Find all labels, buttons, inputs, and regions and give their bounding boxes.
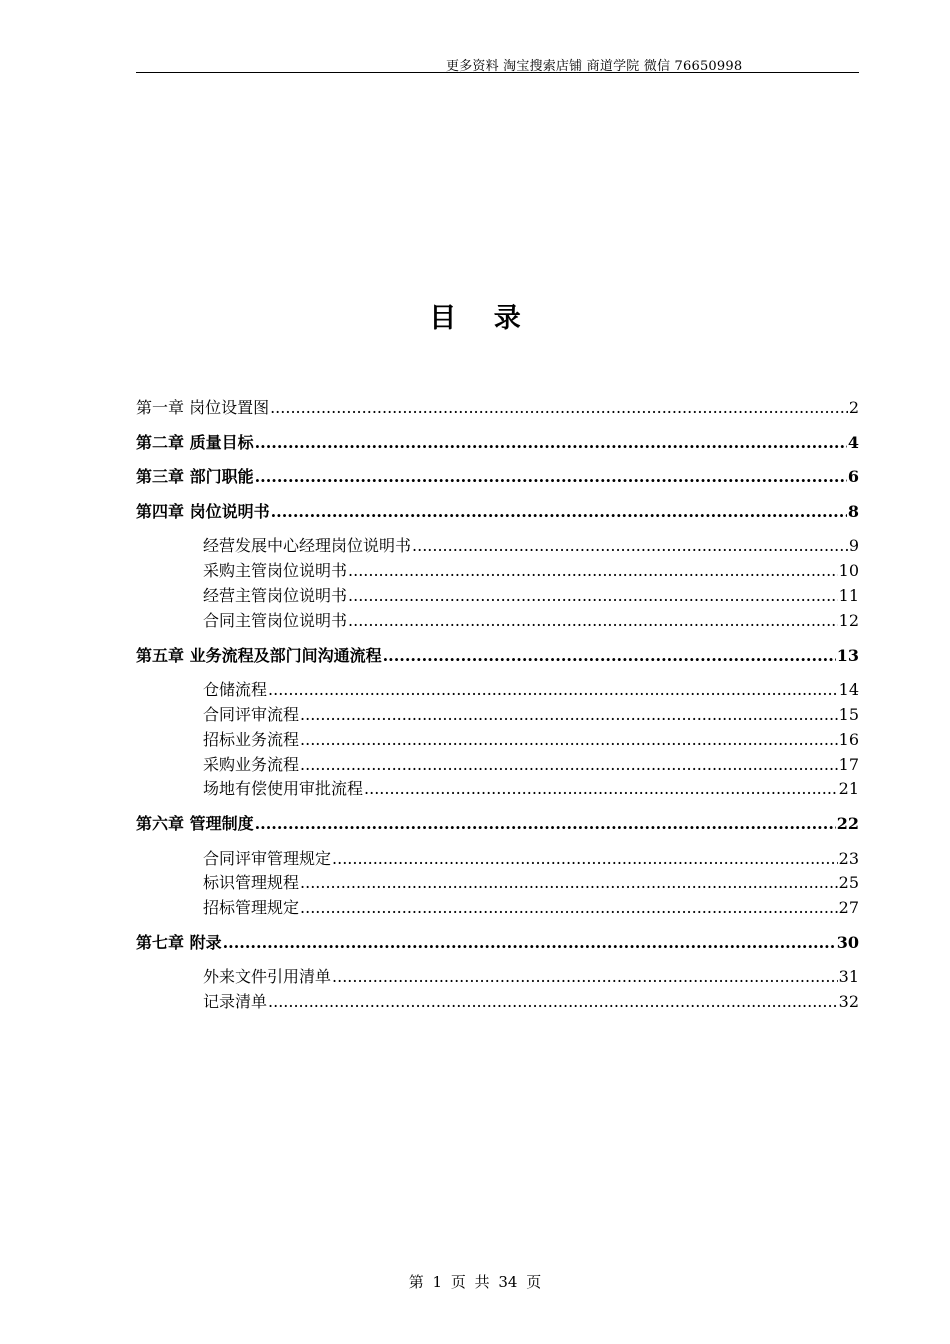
toc-dot-leader: [300, 729, 838, 751]
toc-entry-label: 外来文件引用清单: [203, 967, 332, 986]
toc-chapter-entry[interactable]: [136, 813, 859, 835]
toc-dot-leader: [300, 897, 838, 919]
toc-entry-label: 标识管理规程: [203, 873, 300, 892]
toc-section-entry[interactable]: [203, 610, 859, 632]
toc-dot-leader: [348, 560, 838, 582]
toc-entry-label: 经营发展中心经理岗位说明书: [203, 536, 412, 555]
toc-entry-page-number: 13: [836, 646, 859, 665]
toc-section-entry[interactable]: [203, 679, 859, 701]
toc-entry-label: 采购主管岗位说明书: [203, 561, 348, 580]
toc-dot-leader: [348, 610, 838, 632]
toc-dot-leader: [255, 432, 847, 454]
toc-dot-leader: [300, 754, 838, 776]
toc-dot-leader: [332, 966, 838, 988]
toc-dot-leader: [412, 535, 848, 557]
toc-chapter-entry[interactable]: [136, 932, 859, 954]
page-footer: 第 1 页 共 34 页: [408, 1273, 542, 1291]
toc-entry-label: 合同评审管理规定: [203, 849, 332, 868]
toc-entry-page-number: 21: [838, 779, 859, 798]
toc-dot-leader: [268, 991, 838, 1013]
toc-entry-label: 第七章 附录: [136, 933, 222, 952]
toc-dot-leader: [348, 585, 838, 607]
toc-entry-label: 经营主管岗位说明书: [203, 586, 348, 605]
toc-entry-page-number: 9: [848, 536, 859, 555]
toc-dot-leader: [383, 645, 836, 667]
toc-entry-page-number: 30: [836, 933, 859, 952]
toc-section-entry[interactable]: [203, 991, 859, 1013]
toc-entry-label: 第一章 岗位设置图: [136, 398, 270, 417]
toc-entry-label: 第三章 部门职能: [136, 467, 254, 486]
toc-entry-label: 记录清单: [203, 992, 268, 1011]
toc-dot-leader: [268, 679, 838, 701]
toc-entry-label: 第二章 质量目标: [136, 433, 254, 452]
toc-entry-label: 招标业务流程: [203, 730, 300, 749]
toc-entry-label: 第四章 岗位说明书: [136, 502, 270, 521]
header-divider: [136, 72, 859, 73]
toc-entry-page-number: 15: [838, 705, 859, 724]
toc-chapter-entry[interactable]: [136, 432, 859, 454]
toc-section-entry[interactable]: [203, 729, 859, 751]
toc-entry-page-number: 2: [848, 398, 859, 417]
toc-entry-page-number: 14: [838, 680, 859, 699]
toc-dot-leader: [255, 813, 836, 835]
toc-entry-label: 场地有偿使用审批流程: [203, 779, 364, 798]
toc-entry-page-number: 8: [847, 502, 859, 521]
toc-entry-label: 招标管理规定: [203, 898, 300, 917]
toc-section-entry[interactable]: [203, 754, 859, 776]
toc-dot-leader: [271, 501, 847, 523]
toc-entry-page-number: 32: [838, 992, 859, 1011]
toc-entry-page-number: 17: [838, 755, 859, 774]
toc-title: 目 录: [429, 303, 535, 334]
page-header-text: 更多资料 淘宝搜索店铺 商道学院 微信 76650998: [446, 59, 743, 74]
toc-dot-leader: [364, 778, 838, 800]
toc-entry-label: 合同评审流程: [203, 705, 300, 724]
toc-entry-label: 第六章 管理制度: [136, 814, 254, 833]
toc-section-entry[interactable]: [203, 704, 859, 726]
toc-section-entry[interactable]: [203, 966, 859, 988]
toc-section-entry[interactable]: [203, 872, 859, 894]
toc-section-entry[interactable]: [203, 585, 859, 607]
toc-entry-page-number: 25: [838, 873, 859, 892]
toc-section-entry[interactable]: [203, 535, 859, 557]
toc-dot-leader: [223, 932, 836, 954]
toc-chapter-entry[interactable]: [136, 466, 859, 488]
toc-dot-leader: [270, 397, 848, 419]
toc-section-entry[interactable]: [203, 848, 859, 870]
toc-entry-label: 合同主管岗位说明书: [203, 611, 348, 630]
toc-dot-leader: [300, 872, 838, 894]
toc-entry-page-number: 6: [847, 467, 859, 486]
toc-entry-label: 仓储流程: [203, 680, 268, 699]
toc-dot-leader: [332, 848, 838, 870]
toc-chapter-entry[interactable]: [136, 397, 859, 419]
toc-entry-label: 第五章 业务流程及部门间沟通流程: [136, 646, 382, 665]
toc-chapter-entry[interactable]: [136, 645, 859, 667]
toc-entry-page-number: 27: [838, 898, 859, 917]
toc-entry-label: 采购业务流程: [203, 755, 300, 774]
toc-section-entry[interactable]: [203, 897, 859, 919]
toc-section-entry[interactable]: [203, 778, 859, 800]
toc-entry-page-number: 22: [836, 814, 859, 833]
toc-entry-page-number: 12: [838, 611, 859, 630]
toc-entry-page-number: 10: [838, 561, 859, 580]
toc-entry-page-number: 16: [838, 730, 859, 749]
toc-entry-page-number: 11: [838, 586, 859, 605]
toc-entry-page-number: 31: [838, 967, 859, 986]
toc-entry-page-number: 4: [847, 433, 859, 452]
toc-dot-leader: [255, 466, 847, 488]
toc-entry-page-number: 23: [838, 849, 859, 868]
toc-section-entry[interactable]: [203, 560, 859, 582]
toc-chapter-entry[interactable]: [136, 501, 859, 523]
toc-dot-leader: [300, 704, 838, 726]
